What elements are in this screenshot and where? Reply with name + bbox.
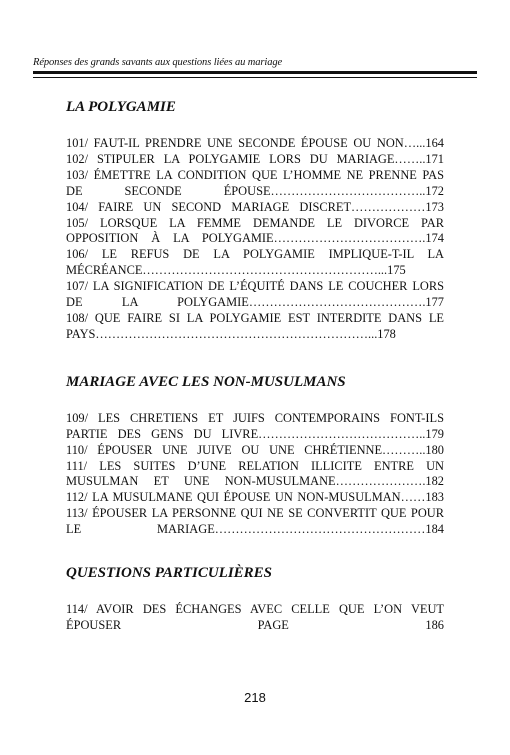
toc-entry: 104/ FAIRE UN SECOND MARIAGE DISCRET………………173 bbox=[66, 199, 444, 214]
toc-entry: 103/ ÉMETTRE LA CONDITION QUE L’HOMME NE PRENNE PAS DE SECONDE ÉPOUSE………………………………..172 bbox=[66, 167, 444, 198]
header-rule-thin bbox=[33, 77, 477, 78]
section-mariage-non-musulmans bbox=[66, 373, 444, 538]
section-questions-particulieres bbox=[66, 564, 444, 634]
toc-entry: 114/ AVOIR DES ÉCHANGES AVEC CELLE QUE L’ON VEUT ÉPOUSER PAGE 186 bbox=[66, 602, 444, 632]
header-rule-thick bbox=[33, 71, 477, 74]
toc-entry: 111/ LES SUITES D’UNE RELATION ILLICITE ENTRE UN MUSULMAN ET UNE NON-MUSULMANE………………….182 bbox=[66, 458, 444, 489]
toc-entry: 102/ STIPULER LA POLYGAMIE LORS DU MARIAGE……..171 bbox=[66, 151, 444, 166]
section-spacer bbox=[66, 343, 444, 373]
section-spacer bbox=[66, 538, 444, 564]
section-title: QUESTIONS PARTICULIÈRES bbox=[66, 565, 273, 582]
table-of-contents bbox=[66, 98, 444, 634]
page-number: 218 bbox=[244, 690, 266, 705]
section-title: LA POLYGAMIE bbox=[66, 99, 176, 115]
toc-entry: 101/ FAUT-IL PRENDRE UNE SECONDE ÉPOUSE OU NON…...164 bbox=[66, 136, 444, 150]
section-polygamie bbox=[66, 98, 444, 343]
running-header: Réponses des grands savants aux questions liées au mariage bbox=[33, 57, 283, 68]
toc-entry: 105/ LORSQUE LA FEMME DEMANDE LE DIVORCE PAR OPPOSITION À LA POLYGAMIE……………………………….174 bbox=[66, 215, 444, 246]
toc-entry: 106/ LE REFUS DE LA POLYGAMIE IMPLIQUE-T-IL LA MÉCRÉANCE…………………………………………………...175 bbox=[66, 247, 444, 278]
toc-entry: 110/ ÉPOUSER UNE JUIVE OU UNE CHRÉTIENNE………..180 bbox=[66, 442, 444, 457]
section-title: MARIAGE AVEC LES NON-MUSULMANS bbox=[66, 373, 346, 390]
toc-entry: 108/ QUE FAIRE SI LA POLYGAMIE EST INTERDITE DANS LE PAYS…………………………………………………………...178 bbox=[66, 310, 444, 341]
toc-entry: 112/ LA MUSULMANE QUI ÉPOUSE UN NON-MUSULMAN……183 bbox=[66, 490, 444, 505]
toc-entry: 107/ LA SIGNIFICATION DE L’ÉQUITÉ DANS LE COUCHER LORS DE LA POLYGAMIE…………………………………….177 bbox=[66, 279, 444, 310]
toc-entry: 109/ LES CHRETIENS ET JUIFS CONTEMPORAINS FONT-ILS PARTIE DES GENS DU LIVRE…………………………………..179 bbox=[66, 410, 444, 441]
toc-entry: 113/ ÉPOUSER LA PERSONNE QUI NE SE CONVERTIT QUE POUR LE MARIAGE……………………………………………184 bbox=[66, 506, 444, 537]
